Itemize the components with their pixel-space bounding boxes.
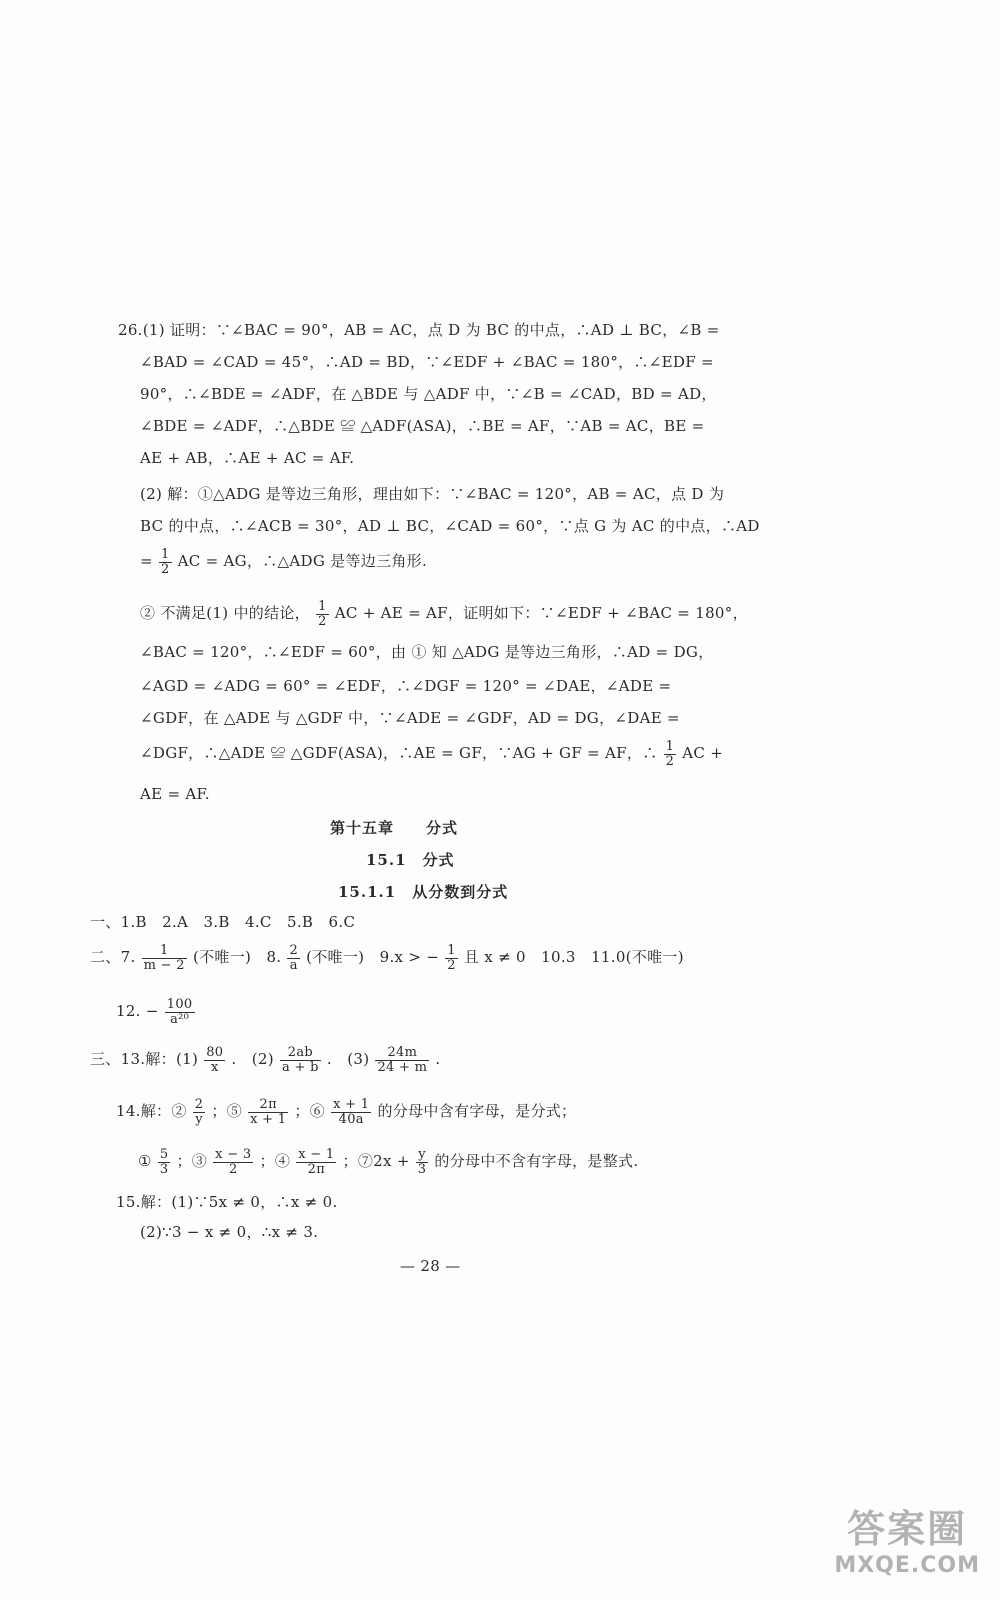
fraction-q14b-a: $\frac{5}{3}$ [159, 1147, 169, 1177]
part2-line-1 [90, 944, 684, 972]
text-segment: ① [138, 1152, 152, 1171]
watermark-logo [834, 1498, 980, 1578]
text-segment: (不唯一) 8. [192, 948, 282, 967]
text-segment: 14.解：② [116, 1102, 187, 1121]
p26-line-10: ∠BAC = 120°，∴∠EDF = 60°，由 ① 知 △ADG 是等边三角形，∴AD = DG， [140, 643, 714, 661]
p26-line-7: BC 的中点，∴∠ACB = 30°，AD ⊥ BC，∠CAD = 60°，∵点 G 为 AC 的中点，∴AD [140, 517, 760, 535]
p26-line-1: 26.(1) 证明：∵∠BAC = 90°，AB = AC，点 D 为 BC 的中点，∴AD ⊥ BC，∠B = [118, 321, 720, 339]
text-segment: ；⑦2x + [342, 1152, 410, 1171]
fraction-q13-3: $\frac{24m}{24 + m}$ [377, 1045, 428, 1075]
fraction-q14b-c: $\frac{x - 1}{2\pi}$ [298, 1147, 335, 1177]
text-segment: . (3) [326, 1050, 370, 1069]
fraction-one-half: $\frac{1}{2}$ [447, 943, 456, 973]
text-segment: 12. − [116, 1002, 159, 1021]
p26-line-14: AE = AF. [140, 785, 210, 803]
text-segment: . [435, 1050, 441, 1069]
p26-line-2: ∠BAD = ∠CAD = 45°，∴AD = BD，∵∠EDF + ∠BAC = 180°，∴∠EDF = [140, 353, 714, 371]
text-segment: 且 x ≠ 0 10.3 11.0(不唯一) [463, 948, 684, 967]
text-segment: ；⑥ [294, 1102, 326, 1121]
text-segment: AC = AG，∴△ADG 是等边三角形. [177, 552, 428, 571]
fraction-q7: $\frac{1}{m - 2}$ [143, 943, 185, 973]
part2-line-2 [116, 998, 196, 1026]
text-segment: ；③ [176, 1152, 208, 1171]
text-segment: 的分母中含有字母，是分式； [377, 1102, 577, 1121]
p26-line-13 [140, 740, 723, 768]
fraction-q8: $\frac{2}{a}$ [289, 943, 299, 973]
fraction-one-half: $\frac{1}{2}$ [318, 599, 327, 629]
p26-line-3: 90°，∴∠BDE = ∠ADF，在 △BDE 与 △ADF 中，∵∠B = ∠CAD，BD = AD， [140, 385, 717, 403]
text-segment: (不唯一) 9.x > − [306, 948, 440, 967]
chapter-heading: 第十五章 分式 [330, 819, 459, 837]
text-segment: 三、13.解：(1) [90, 1050, 199, 1069]
text-segment: . (2) [231, 1050, 274, 1069]
fraction-q14-c: $\frac{x + 1}{40a}$ [333, 1097, 370, 1127]
fraction-q14b-b: $\frac{x - 3}{2}$ [215, 1147, 252, 1177]
text-segment: ；⑤ [211, 1102, 242, 1121]
text-segment: = [140, 552, 153, 571]
p26-line-6: (2) 解：①△ADG 是等边三角形，理由如下：∵∠BAC = 120°，AB = AC，点 D 为 [140, 485, 725, 503]
text-segment: ∠DGF，∴△ADE ≌ △GDF(ASA)，∴AE = GF，∵AG + GF = AF，∴ [140, 744, 658, 763]
subsection-heading: 15.1.1 从分数到分式 [338, 883, 509, 901]
fraction-q14-a: $\frac{2}{y}$ [194, 1097, 204, 1127]
part3-q15-line-2: (2)∵3 − x ≠ 0，∴x ≠ 3. [140, 1223, 319, 1241]
part3-q14-line-1 [116, 1098, 576, 1126]
fraction-one-half: $\frac{1}{2}$ [665, 739, 675, 769]
part3-q13 [90, 1046, 440, 1074]
section-heading: 15.1 分式 [366, 851, 455, 869]
part3-q14-line-2 [138, 1148, 638, 1176]
watermark-logo-text: 答案圈 [847, 1507, 968, 1551]
part1-answers: 一、1.B 2.A 3.B 4.C 5.B 6.C [90, 913, 356, 931]
fraction-one-half: $\frac{1}{2}$ [160, 547, 170, 577]
fraction-q13-2: $\frac{2ab}{a + b}$ [282, 1045, 319, 1075]
p26-line-9 [140, 600, 748, 628]
p26-line-12: ∠GDF，在 △ADE 与 △GDF 中，∵∠ADE = ∠GDF，AD = DG，∠DAE = [140, 709, 680, 727]
text-segment: ；④ [259, 1152, 291, 1171]
text-segment: 的分母中不含有字母，是整式. [434, 1152, 639, 1171]
watermark-url: MXQE.COM [834, 1553, 980, 1578]
p26-line-5: AE + AB，∴AE + AC = AF. [140, 449, 355, 467]
fraction-q14-b: $\frac{2\pi}{x + 1}$ [250, 1097, 287, 1127]
text-segment: AC + [682, 744, 724, 763]
fraction-q12: $\frac{100}{\text{a²⁰}}$ [166, 997, 193, 1027]
text-segment: AC + AE = AF，证明如下：∵∠EDF + ∠BAC = 180°， [334, 604, 748, 623]
text-segment: ② 不满足(1) 中的结论， [140, 604, 310, 623]
p26-line-11: ∠AGD = ∠ADG = 60° = ∠EDF，∴∠DGF = 120° = ∠DAE，∠ADE = [140, 677, 672, 695]
fraction-q14b-d: $\frac{y}{3}$ [417, 1147, 427, 1177]
p26-line-4: ∠BDE = ∠ADF，∴△BDE ≌ △ADF(ASA)，∴BE = AF，∵AB = AC，BE = [140, 417, 705, 435]
p26-line-8 [140, 548, 427, 576]
part3-q15-line-1: 15.解：(1)∵5x ≠ 0，∴x ≠ 0. [116, 1193, 338, 1211]
fraction-q13-1: $\frac{80}{x}$ [206, 1045, 224, 1075]
page-number: — 28 — [400, 1257, 461, 1275]
text-segment: 二、7. [90, 948, 136, 967]
